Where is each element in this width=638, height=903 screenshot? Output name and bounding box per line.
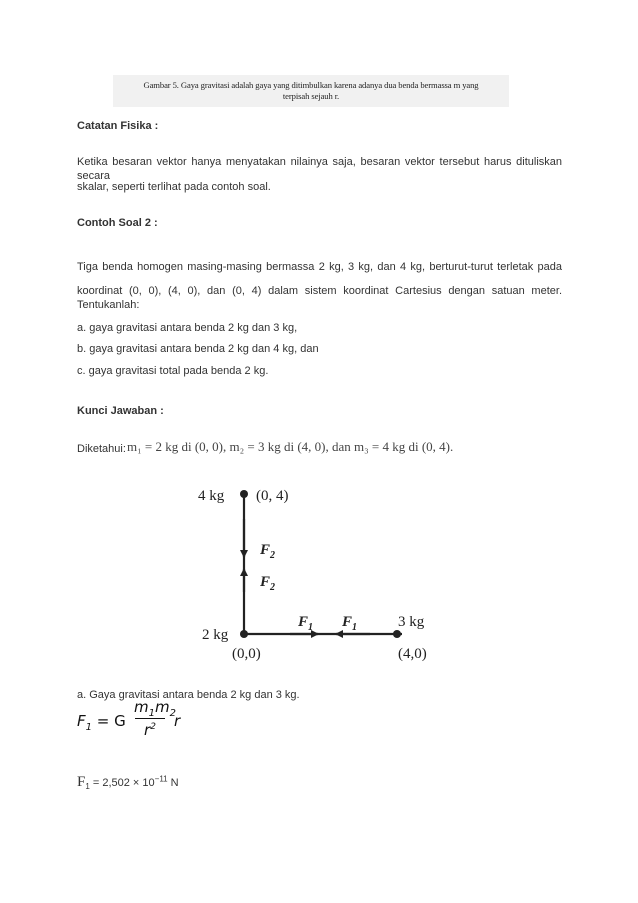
coord-origin-label: (0,0) (232, 646, 261, 662)
list-item: c. gaya gravitasi total pada benda 2 kg. (77, 365, 269, 377)
mass-right-dot (393, 630, 401, 638)
figure-caption-line1: Gambar 5. Gaya gravitasi adalah gaya yang ditimbulkan karena adanya dua benda bermassa m yang (143, 80, 479, 90)
diketahui-value: m₁ = 2 kg di (0, 0), m₂ = 3 kg di (4, 0), dan m₃ = 4 kg di (0, 4). (127, 439, 454, 454)
mass-origin-label: 2 kg (202, 627, 229, 643)
formula-denominator: $r^2$ (144, 721, 156, 739)
coord-right-label: (4,0) (398, 646, 427, 662)
mass-right-label: 3 kg (398, 614, 425, 630)
list-item: b. gaya gravitasi antara benda 2 kg dan 4 kg, dan (77, 343, 319, 355)
figure-caption-line2: terpisah sejauh r. (282, 91, 340, 101)
catatan-line1: Ketika besaran vektor hanya menyatakan nilainya saja, besaran vektor tersebut harus dituliskan secara (77, 156, 562, 182)
kunci-heading: Kunci Jawaban : (77, 405, 164, 417)
answer-a-result: $F_1 = 2,502 \times 10^{-11}$ N (77, 774, 179, 792)
contoh-line2: koordinat (0, 0), (4, 0), dan (0, 4) dalam sistem koordinat Cartesius dengan satuan meter. Tentukanlah: (77, 285, 562, 311)
diketahui-label: Diketahui: (77, 443, 126, 455)
force-f1-right: $F_1$ (342, 614, 358, 633)
formula-numerator: $m_1m_2$ (134, 698, 176, 719)
formula-unit-vector: r (174, 712, 181, 730)
answer-a-label: a. Gaya gravitasi antara benda 2 kg dan 3 kg. (77, 689, 300, 701)
force-f1-left: $F_1$ (298, 614, 314, 633)
mass-top-label: 4 kg (198, 488, 225, 504)
figure-caption (113, 80, 509, 102)
contoh-line1: Tiga benda homogen masing-masing bermassa 2 kg, 3 kg, dan 4 kg, berturut-turut terletak pada (77, 261, 562, 273)
list-item: a. gaya gravitasi antara benda 2 kg dan 3 kg, (77, 322, 298, 334)
force-f2-upper: $F_2$ (260, 542, 276, 561)
catatan-heading: Catatan Fisika : (77, 120, 159, 132)
force-diagram (190, 474, 450, 664)
catatan-line2: skalar, seperti terlihat pada contoh soal. (77, 181, 271, 193)
mass-top-dot (240, 490, 248, 498)
contoh-heading: Contoh Soal 2 : (77, 217, 158, 229)
force-f2-lower: $F_2$ (260, 574, 276, 593)
mass-origin-dot (240, 630, 248, 638)
coord-top-label: (0, 4) (256, 488, 289, 504)
fraction-bar (135, 718, 165, 719)
